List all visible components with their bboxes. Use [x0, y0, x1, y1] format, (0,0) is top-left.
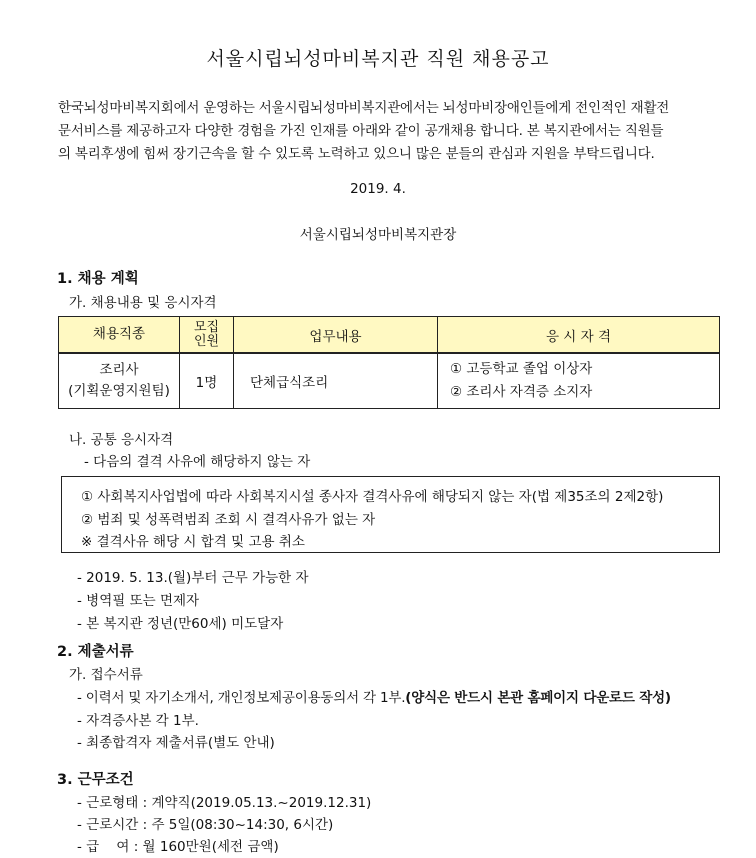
- intro-line-2: 문서비스를 제공하고자 다양한 경험을 가진 인재를 아래와 같이 공개채용 합니다. 본 복지관에서는 직원들: [58, 123, 664, 139]
- section-1-sub-a: 가. 채용내용 및 응시자격: [69, 295, 217, 311]
- extra-item-3: - 본 복지관 정년(만60세) 미도달자: [77, 616, 284, 632]
- header-count-line-1: 모집: [193, 319, 220, 335]
- sub-b-description: - 다음의 결격 사유에 해당하지 않는 자: [84, 454, 311, 470]
- disqualification-box: [61, 476, 720, 553]
- cell-qualification: [438, 353, 720, 409]
- header-count-line-2: 인원: [193, 333, 220, 349]
- page-title: 서울시립뇌성마비복지관 직원 채용공고: [206, 48, 550, 70]
- issuer: 서울시립뇌성마비복지관장: [299, 227, 457, 243]
- document-item-1-note: (양식은 반드시 본관 홈페이지 다운로드 작성): [405, 690, 671, 706]
- recruitment-table: [58, 316, 720, 409]
- cell-job: [59, 353, 180, 409]
- cell-count: 1명: [180, 353, 234, 409]
- header-task: 업무내용: [234, 317, 438, 354]
- header-job: 채용직종: [59, 317, 180, 354]
- section-2-heading: 2. 제출서류: [57, 644, 134, 660]
- header-qualification: 응 시 자 격: [438, 317, 720, 354]
- document-item-1: [77, 686, 671, 706]
- announcement-date: 2019. 4.: [350, 181, 406, 197]
- box-line-1: ① 사회복지사업법에 따라 사회복지시설 종사자 결격사유에 해당되지 않는 자(법 제35조의 2제2항): [81, 489, 664, 505]
- table-header-row: [59, 317, 720, 354]
- section-1-heading: 1. 채용 계획: [57, 271, 139, 287]
- section-1-sub-b: 나. 공통 응시자격: [69, 432, 174, 448]
- intro-line-1: 한국뇌성마비복지회에서 운영하는 서울시립뇌성마비복지관에서는 뇌성마비장애인들에게 전인적인 재활전: [58, 100, 670, 116]
- cell-job-title: 조리사: [99, 362, 139, 378]
- section-2-sub-a: 가. 접수서류: [69, 667, 143, 683]
- qualification-1: ① 고등학교 졸업 이상자: [450, 361, 593, 377]
- condition-item-3: - 급 여 : 월 160만원(세전 금액): [77, 839, 279, 855]
- table-row: [59, 353, 720, 409]
- intro-line-3: 의 복리후생에 힘써 장기근속을 할 수 있도록 노력하고 있으니 많은 분들의 관심과 지원을 부탁드립니다.: [58, 146, 655, 162]
- condition-item-1: - 근로형태 : 계약직(2019.05.13.~2019.12.31): [77, 795, 372, 811]
- cell-job-team: (기획운영지원팀): [68, 383, 170, 399]
- document-item-1-text: - 이력서 및 자기소개서, 개인정보제공이용동의서 각 1부.: [77, 690, 406, 706]
- extra-item-1: - 2019. 5. 13.(월)부터 근무 가능한 자: [77, 570, 309, 586]
- document-item-2: - 자격증사본 각 1부.: [77, 713, 199, 729]
- qualification-2: ② 조리사 자격증 소지자: [450, 384, 593, 400]
- extra-item-2: - 병역필 또는 면제자: [77, 593, 200, 609]
- box-line-2: ② 범죄 및 성폭력범죄 조회 시 결격사유가 없는 자: [81, 512, 376, 528]
- condition-item-2: - 근로시간 : 주 5일(08:30~14:30, 6시간): [77, 817, 334, 833]
- document-item-3: - 최종합격자 제출서류(별도 안내): [77, 735, 275, 751]
- box-line-3: ※ 결격사유 해당 시 합격 및 고용 취소: [81, 534, 305, 550]
- cell-task: 단체급식조리: [234, 353, 438, 409]
- section-3-heading: 3. 근무조건: [57, 772, 134, 788]
- header-count: [180, 317, 234, 354]
